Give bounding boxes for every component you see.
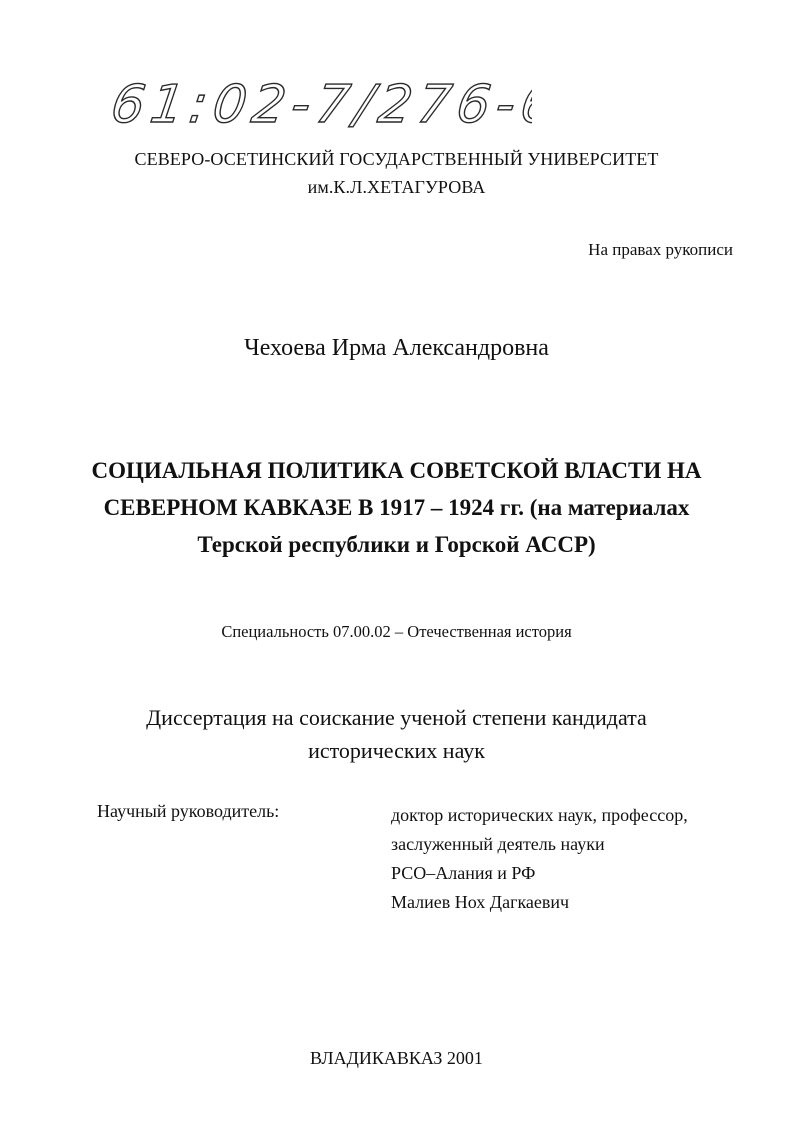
specialty: Специальность 07.00.02 – Отечественная история [221,622,572,641]
university-name: СЕВЕРО-ОСЕТИНСКИЙ ГОСУДАРСТВЕННЫЙ УНИВЕРСИТЕТ [134,149,659,169]
degree-line-2: исторических наук [308,738,485,763]
handwritten-code-text: 61:02-7/276-6 [112,75,532,135]
author-name: Чехоева Ирма Александровна [244,335,549,361]
degree-statement [0,701,793,767]
title-line-3: Терской республики и Горской АССР) [197,532,596,557]
university-header [0,145,793,201]
handwritten-archive-code [112,60,532,150]
university-honorific: им.К.Л.ХЕТАГУРОВА [307,177,486,197]
degree-line-1: Диссертация на соискание ученой степени кандидата [146,705,647,730]
title-line-1: СОЦИАЛЬНАЯ ПОЛИТИКА СОВЕТСКОЙ ВЛАСТИ НА [91,458,702,483]
title-line-2: СЕВЕРНОМ КАВКАЗЕ В 1917 – 1924 гг. (на материалах [103,495,690,520]
supervisor-name: Малиев Нох Дагкаевич [391,892,570,912]
supervisor-honor: заслуженный деятель науки [391,834,605,854]
manuscript-rights-note: На правах рукописи [588,240,733,259]
supervisor-region: РСО–Алания и РФ [391,863,536,883]
supervisor-info [391,801,688,917]
handwritten-code-drawing [112,60,532,150]
supervisor-degree: доктор исторических наук, профессор, [391,805,688,825]
dissertation-title [0,452,793,563]
supervisor-label: Научный руководитель: [97,801,280,821]
city-year: ВЛАДИКАВКАЗ 2001 [310,1048,483,1068]
